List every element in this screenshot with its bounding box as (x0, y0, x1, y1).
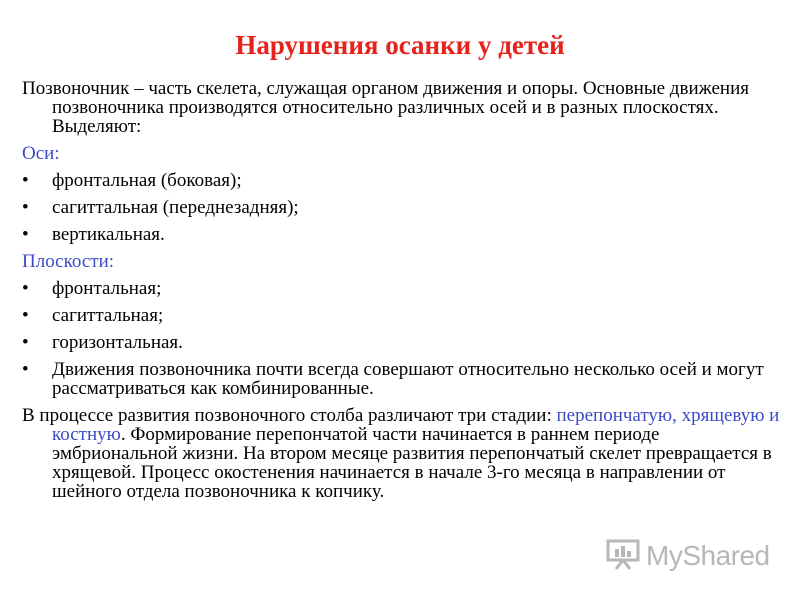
axes-heading: Оси: (22, 143, 60, 164)
slide-body (22, 79, 782, 509)
stages-suffix: . Формирование перепончатой части начинается в раннем периоде эмбриональной жизни. На втором месяце развития перепончатый скелет превращается в хрящевой. Процесс окостенения начинается в начале 3-го месяца в направлении от шейного отдела позвоночника к копчику. (52, 424, 772, 502)
axes-list-item: • вертикальная. (22, 225, 782, 244)
planes-list-item: • фронтальная; (22, 279, 782, 298)
axes-list-item: • сагиттальная (переднезадняя); (22, 198, 782, 217)
planes-list-item: • горизонтальная. (22, 333, 782, 352)
slide-title: Нарушения осанки у детей (235, 30, 565, 60)
presentation-board-icon (606, 538, 640, 575)
planes-list-item: • Движения позвоночника почти всегда совершают относительно несколько осей и могут рассматриваться как комбинированные. (22, 360, 782, 398)
axes-list-item: • фронтальная (боковая); (22, 171, 782, 190)
stages-prefix: В процессе развития позвоночного столба различают три стадии: (22, 405, 557, 426)
planes-list (22, 279, 782, 398)
watermark-text: MyShared (646, 540, 770, 571)
axes-list (22, 171, 782, 244)
planes-heading: Плоскости: (22, 251, 115, 272)
watermark-logo (606, 536, 770, 576)
intro-paragraph: Позвоночник – часть скелета, служащая органом движения и опоры. Основные движения позвоночника производятся относительно различных осей и в разных плоскостях. Выделяют: (22, 78, 749, 137)
stages-highlight: перепончатую, хрящевую и костную (52, 405, 780, 445)
planes-list-item: • сагиттальная; (22, 306, 782, 325)
stages-paragraph (22, 406, 782, 501)
